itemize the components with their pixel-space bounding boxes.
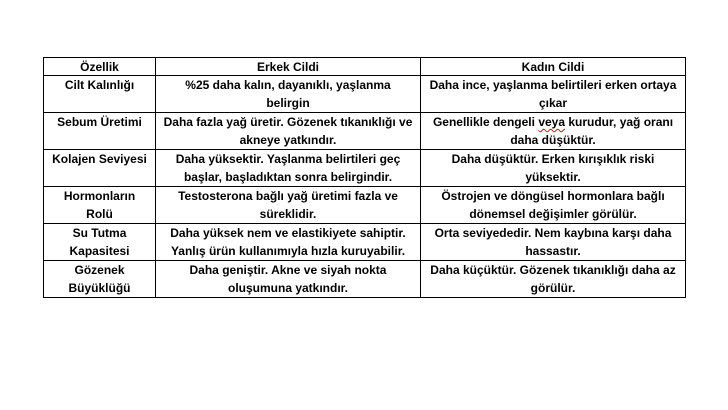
header-feature: Özellik xyxy=(44,58,156,76)
table-row xyxy=(44,76,686,113)
row-feature: Kolajen Seviyesi xyxy=(44,150,156,187)
header-male-skin: Erkek Cildi xyxy=(156,58,421,76)
row-female: Daha ince, yaşlanma belirtileri erken ortaya çıkar xyxy=(421,76,686,113)
row-feature: Su Tutma Kapasitesi xyxy=(44,224,156,261)
table-row xyxy=(44,224,686,261)
header-female-skin: Kadın Cildi xyxy=(421,58,686,76)
row-male: Daha geniştir. Akne ve siyah nokta oluşumuna yatkındır. xyxy=(156,261,421,298)
row-female xyxy=(421,113,686,150)
row-male: Daha yüksek nem ve elastikiyete sahiptir. Yanlış ürün kullanımıyla hızla kuruyabilir. xyxy=(156,224,421,261)
table-header-row xyxy=(44,58,686,76)
row-feature: Gözenek Büyüklüğü xyxy=(44,261,156,298)
row-male: Daha fazla yağ üretir. Gözenek tıkanıklığı ve akneye yatkındır. xyxy=(156,113,421,150)
table-row xyxy=(44,113,686,150)
row-feature: Hormonların Rolü xyxy=(44,187,156,224)
row-female: Daha düşüktür. Erken kırışıklık riski yüksektir. xyxy=(421,150,686,187)
row-male: %25 daha kalın, dayanıklı, yaşlanma belirgin xyxy=(156,76,421,113)
table-row xyxy=(44,187,686,224)
table-row xyxy=(44,150,686,187)
female-text-post: kurudur, yağ oranı daha düşüktür. xyxy=(510,115,674,147)
table-row xyxy=(44,261,686,298)
female-text-pre: Genellikle dengeli xyxy=(432,115,539,129)
row-female: Orta seviyededir. Nem kaybına karşı daha hassastır. xyxy=(421,224,686,261)
row-male: Testosterona bağlı yağ üretimi fazla ve süreklidir. xyxy=(156,187,421,224)
row-female: Östrojen ve döngüsel hormonlara bağlı dönemsel değişimler görülür. xyxy=(421,187,686,224)
row-feature: Sebum Üretimi xyxy=(44,113,156,150)
row-male: Daha yüksektir. Yaşlanma belirtileri geç başlar, başladıktan sonra belirgindir. xyxy=(156,150,421,187)
skin-comparison-table xyxy=(43,57,686,298)
row-female: Daha küçüktür. Gözenek tıkanıklığı daha az görülür. xyxy=(421,261,686,298)
spellcheck-marked-word: veya xyxy=(538,115,566,129)
row-feature: Cilt Kalınlığı xyxy=(44,76,156,113)
